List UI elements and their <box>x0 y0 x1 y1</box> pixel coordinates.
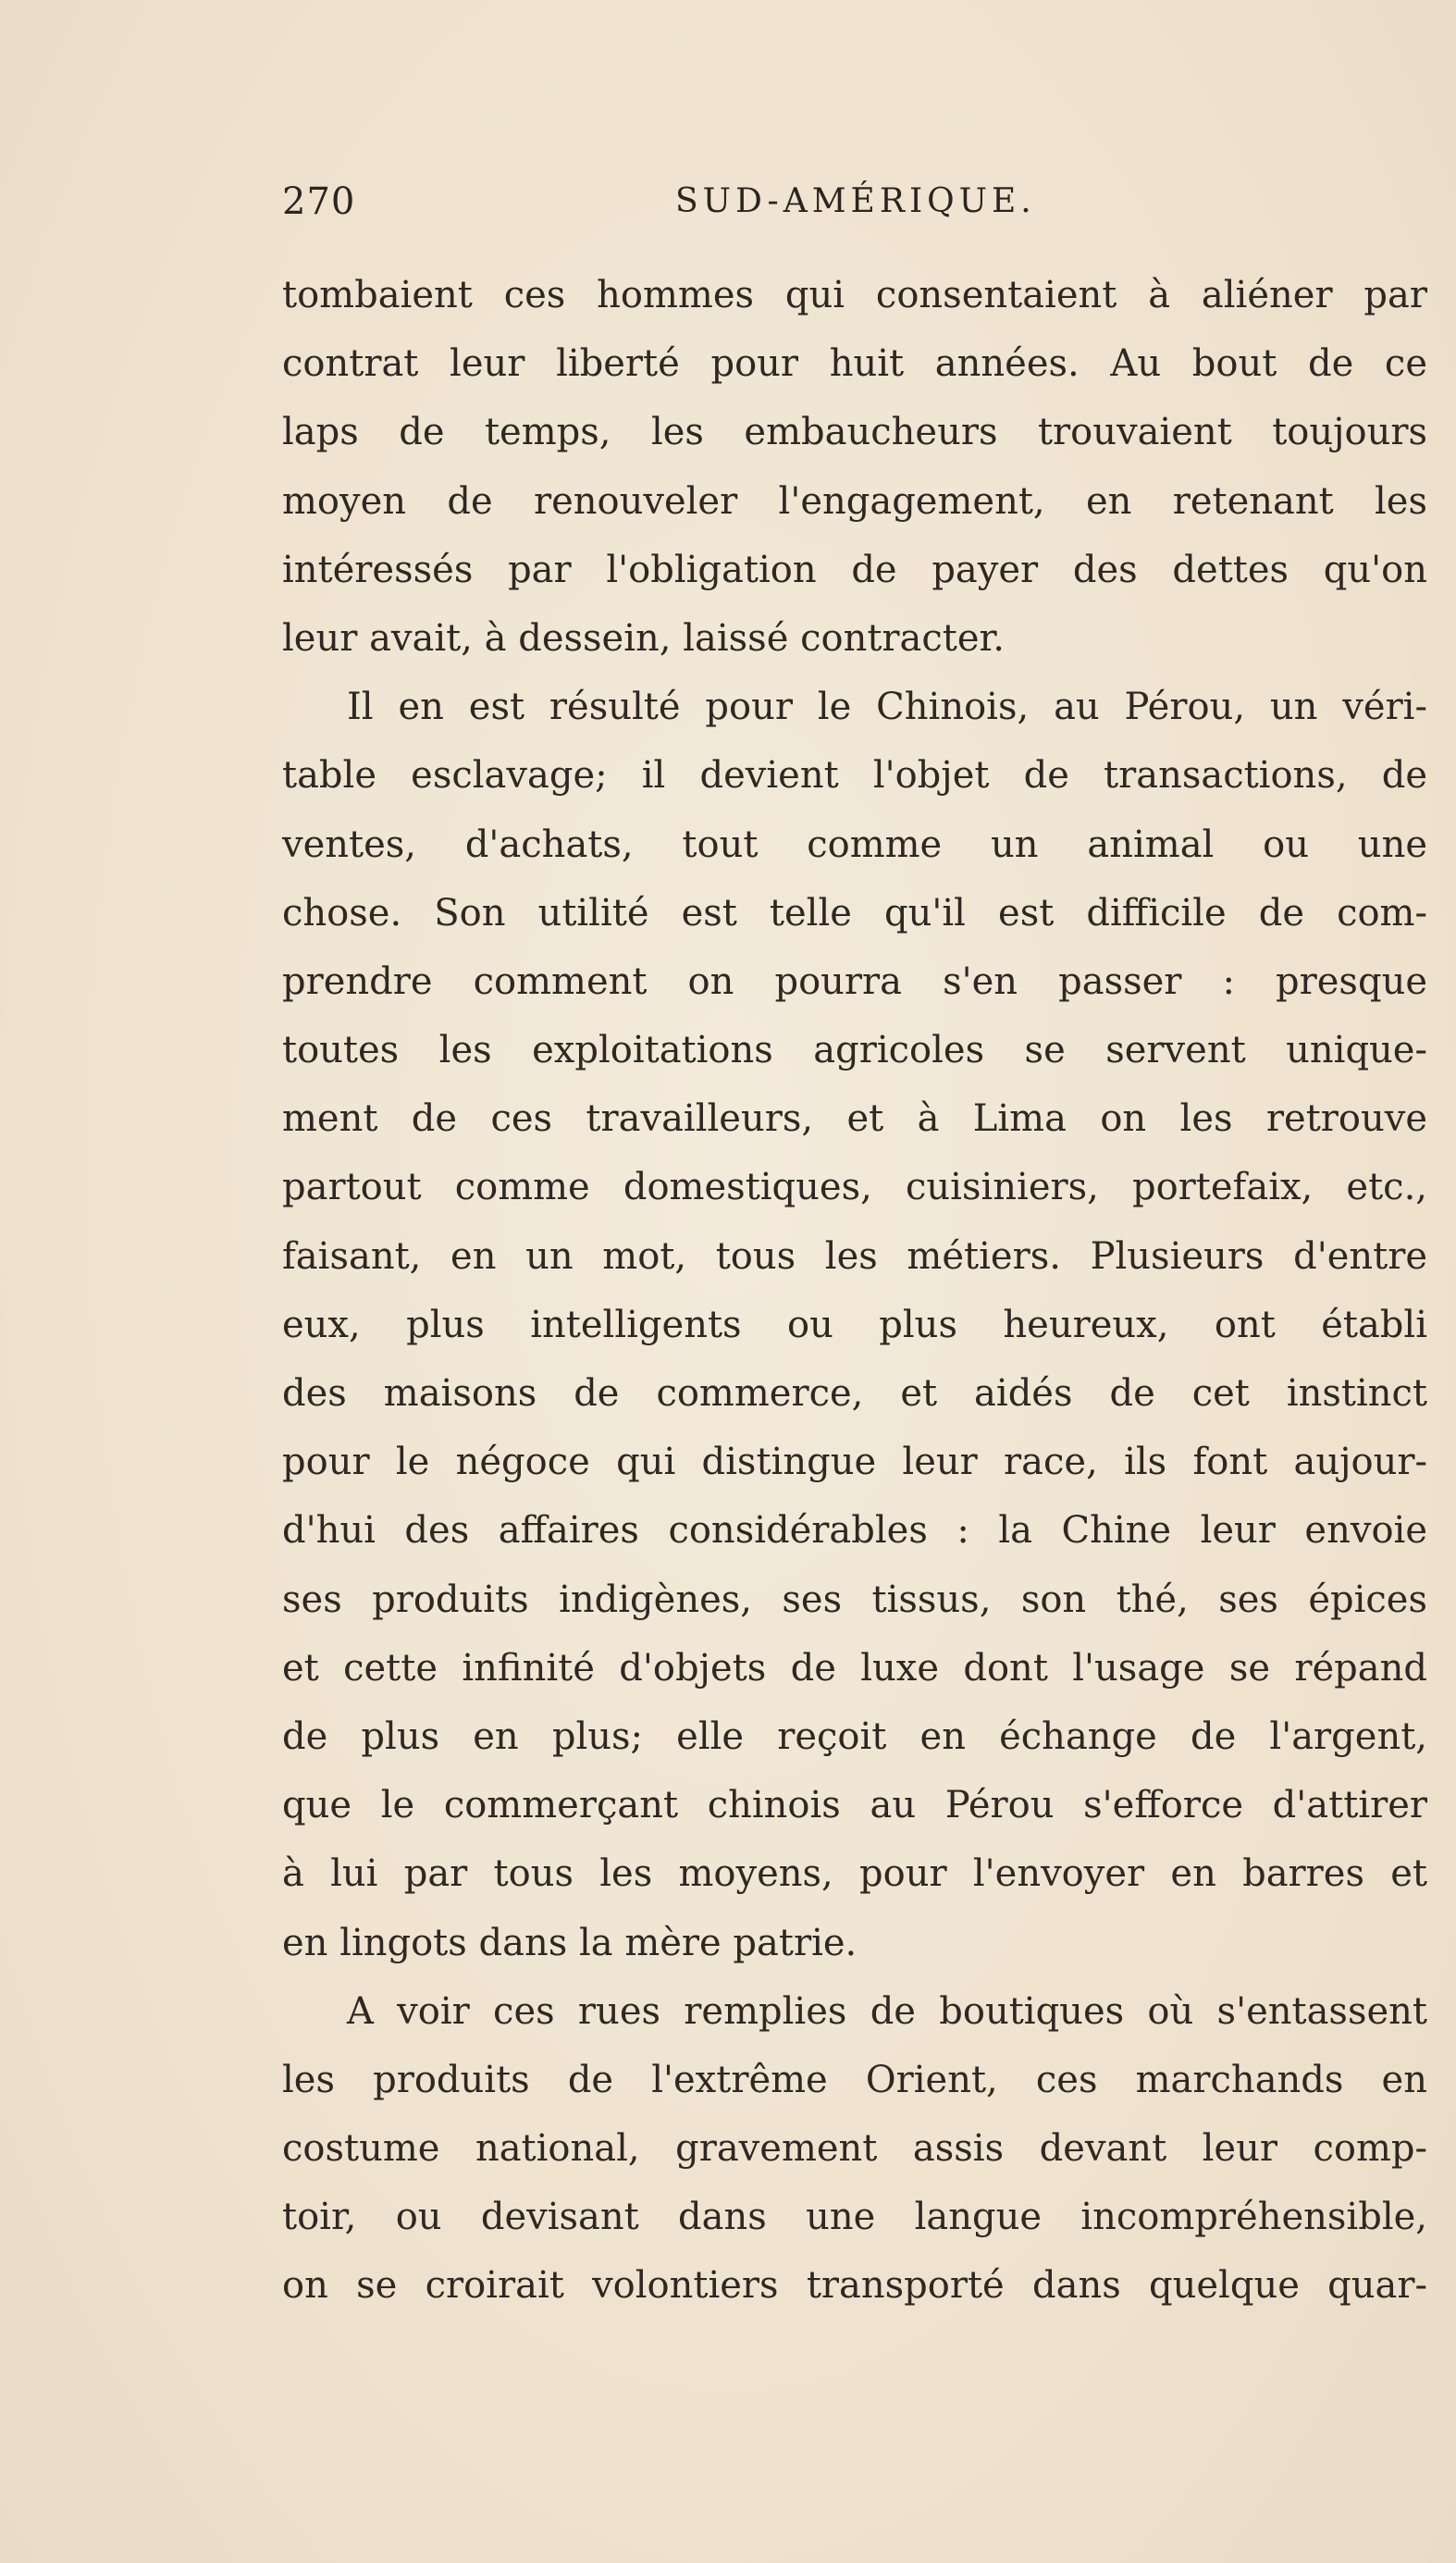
text-line: ment de ces travailleurs, et à Lima on les retrouve <box>282 1097 1427 1141</box>
text-line: toutes les exploitations agricoles se servent unique- <box>282 1029 1427 1072</box>
text-line: à lui par tous les moyens, pour l'envoyer en barres et <box>282 1852 1427 1896</box>
text-line: prendre comment on pourra s'en passer : presque <box>282 960 1427 1003</box>
text-line: Il en est résulté pour le Chinois, au Pérou, un véri- <box>347 686 1427 729</box>
page-header <box>282 180 1429 236</box>
text-line: costume national, gravement assis devant leur comp- <box>282 2127 1427 2171</box>
text-line: toir, ou devisant dans une langue incompréhensible, <box>282 2196 1427 2239</box>
paragraph-3 <box>282 1977 1427 2321</box>
text-line: partout comme domestiques, cuisiniers, portefaix, etc., <box>282 1166 1427 1209</box>
paragraph-2 <box>282 673 1427 1977</box>
text-line: et cette infinité d'objets de luxe dont l'usage se répand <box>282 1646 1427 1690</box>
text-line: que le commerçant chinois au Pérou s'efforce d'attirer <box>282 1784 1427 1827</box>
text-line: on se croirait volontiers transporté dans quelque quar- <box>282 2264 1427 2308</box>
text-line: ses produits indigènes, ses tissus, son thé, ses épices <box>282 1578 1427 1621</box>
text-line: de plus en plus; elle reçoit en échange de l'argent, <box>282 1715 1427 1758</box>
text-line: d'hui des affaires considérables : la Chine leur envoie <box>282 1509 1427 1553</box>
text-line: les produits de l'extrême Orient, ces marchands en <box>282 2058 1427 2101</box>
text-line: laps de temps, les embaucheurs trouvaient toujours <box>282 411 1427 454</box>
text-line: contrat leur liberté pour huit années. Au bout de ce <box>282 342 1427 386</box>
text-line: en lingots dans la mère patrie. <box>282 1921 858 1964</box>
paragraph-1 <box>282 261 1427 673</box>
text-line: A voir ces rues remplies de boutiques où s'entassent <box>347 1989 1427 2033</box>
text-line: intéressés par l'obligation de payer des dettes qu'on <box>282 548 1427 591</box>
text-line: tombaient ces hommes qui consentaient à aliéner par <box>282 274 1427 316</box>
text-line: moyen de renouveler l'engagement, en retenant les <box>282 479 1427 523</box>
running-title: SUD-AMÉRIQUE. <box>675 182 1036 220</box>
text-line: chose. Son utilité est telle qu'il est difficile de com- <box>282 891 1427 935</box>
text-line: pour le négoce qui distingue leur race, ils font aujour- <box>282 1441 1427 1484</box>
text-line: ventes, d'achats, tout comme un animal ou une <box>282 823 1427 866</box>
text-line: table esclavage; il devient l'objet de transactions, de <box>282 754 1427 798</box>
text-line: faisant, en un mot, tous les métiers. Plusieurs d'entre <box>282 1234 1427 1278</box>
page-number: 270 <box>282 180 356 223</box>
text-line: leur avait, à dessein, laissé contracter. <box>282 616 1005 660</box>
body-text <box>282 261 1427 2321</box>
text-line: eux, plus intelligents ou plus heureux, ont établi <box>282 1303 1427 1346</box>
text-line: des maisons de commerce, et aidés de cet instinct <box>282 1372 1427 1415</box>
